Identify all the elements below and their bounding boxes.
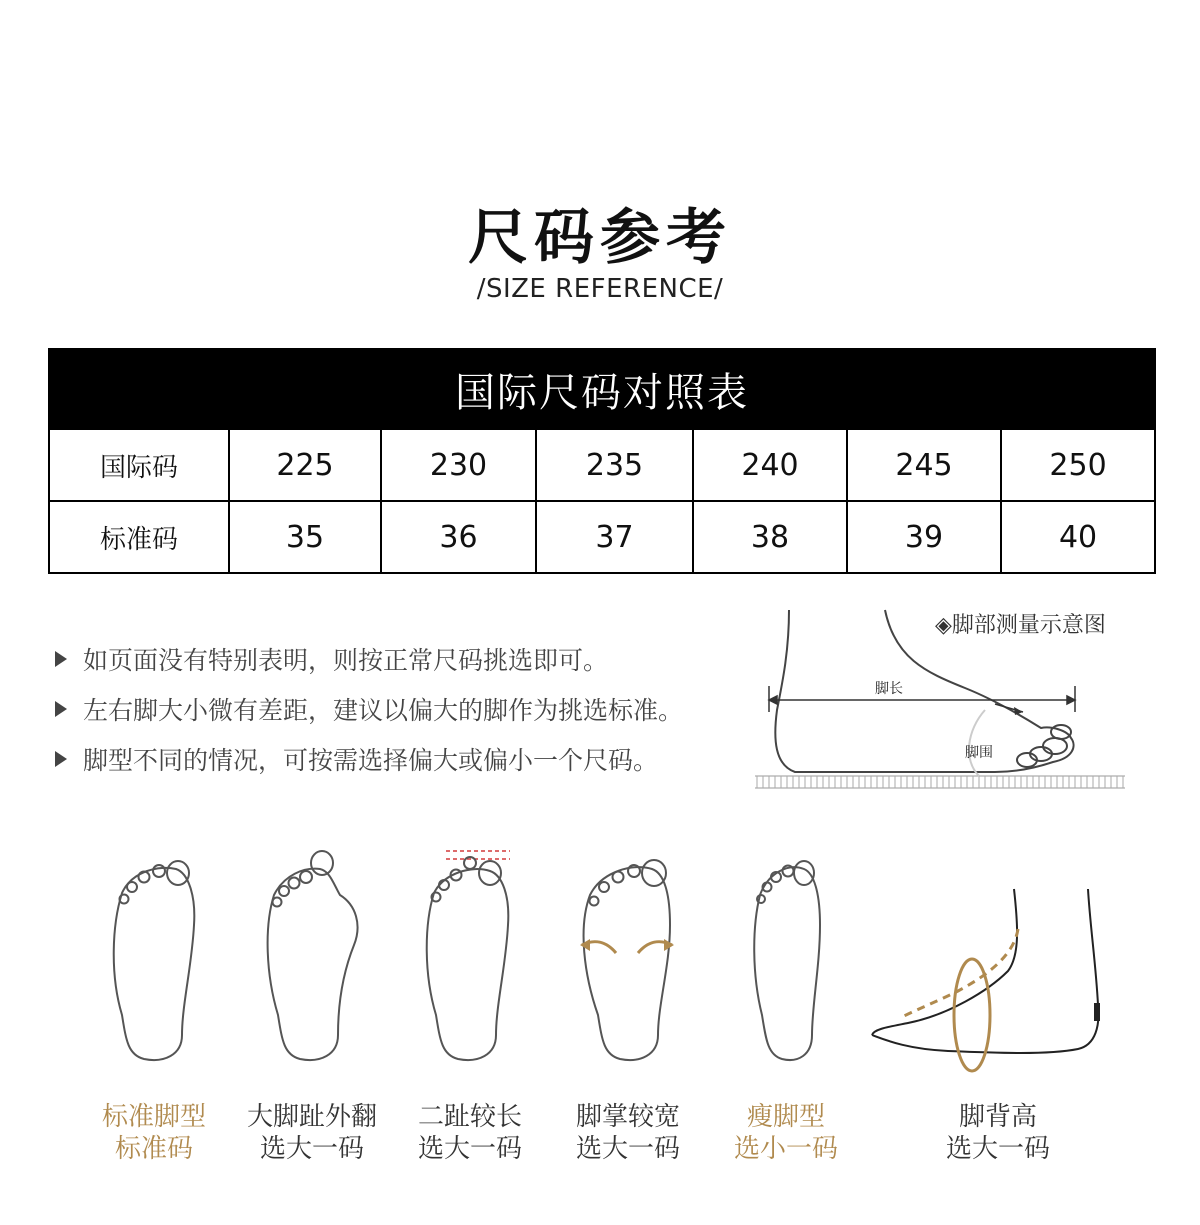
- row-label-standard: 标准码: [49, 501, 229, 573]
- page-title: 尺码参考: [468, 203, 732, 273]
- table-cell: 240: [693, 429, 847, 501]
- foot-measure-diagram: [755, 600, 1145, 800]
- foot-type-long-second-toe: [380, 845, 560, 1185]
- table-cell: 36: [381, 501, 536, 573]
- bunion-foot-icon: [222, 845, 402, 1085]
- triangle-bullet-icon: [55, 701, 67, 717]
- table-row: [49, 501, 1155, 573]
- foot-type-standard: [64, 845, 244, 1185]
- foot-type-thin: [696, 845, 876, 1185]
- caption-line1: 二趾较长: [417, 1102, 522, 1132]
- caption-line1: 脚掌较宽: [575, 1102, 680, 1132]
- table-cell: 230: [381, 429, 536, 501]
- diagram-title: ◈脚部测量示意图: [935, 613, 1106, 638]
- caption-line2: 选大一码: [259, 1134, 364, 1164]
- list-item: [55, 634, 745, 684]
- caption-line2: 选大一码: [417, 1134, 522, 1164]
- high-instep-foot-icon: [868, 845, 1128, 1085]
- foot-length-label: 脚长: [875, 681, 903, 697]
- triangle-bullet-icon: [55, 751, 67, 767]
- caption-line1: 脚背高: [958, 1102, 1037, 1132]
- table-cell: 250: [1001, 429, 1155, 501]
- foot-types-row: [0, 845, 1200, 1225]
- row-label-international: 国际码: [49, 429, 229, 501]
- foot-type-caption: [868, 1101, 1128, 1165]
- tip-text: 如页面没有特别表明，则按正常尺码挑选即可。: [83, 646, 609, 675]
- foot-type-caption: [380, 1101, 560, 1165]
- page-subtitle: /SIZE REFERENCE/: [476, 274, 724, 304]
- table-row: [49, 429, 1155, 501]
- triangle-bullet-icon: [55, 651, 67, 667]
- caption-line2: 选大一码: [575, 1134, 680, 1164]
- tip-text: 左右脚大小微有差距，建议以偏大的脚作为挑选标准。: [83, 696, 684, 725]
- foot-type-wide-forefoot: [538, 845, 718, 1185]
- table-cell: 37: [536, 501, 693, 573]
- caption-line2: 选大一码: [945, 1134, 1050, 1164]
- foot-type-high-instep: [868, 845, 1128, 1185]
- foot-type-caption: [696, 1101, 876, 1165]
- table-cell: 40: [1001, 501, 1155, 573]
- table-cell: 245: [847, 429, 1001, 501]
- table-cell: 39: [847, 501, 1001, 573]
- standard-foot-icon: [64, 845, 244, 1085]
- caption-line2: 选小一码: [733, 1134, 838, 1164]
- table-cell: 235: [536, 429, 693, 501]
- foot-type-bunion: [222, 845, 402, 1185]
- table-cell: 38: [693, 501, 847, 573]
- foot-girth-label: 脚围: [965, 745, 993, 761]
- caption-line1: 瘦脚型: [746, 1102, 825, 1132]
- foot-type-caption: [222, 1101, 402, 1165]
- caption-line1: 大脚趾外翻: [246, 1102, 377, 1132]
- long-second-toe-foot-icon: [380, 845, 560, 1085]
- list-item: [55, 684, 745, 734]
- size-conversion-table: [48, 348, 1156, 574]
- tips-list: [55, 634, 745, 784]
- wide-forefoot-icon: [538, 845, 718, 1085]
- tip-text: 脚型不同的情况，可按需选择偏大或偏小一个尺码。: [83, 746, 659, 775]
- size-table-heading: 国际尺码对照表: [49, 349, 1155, 429]
- foot-type-caption: [538, 1101, 718, 1165]
- table-cell: 225: [229, 429, 381, 501]
- list-item: [55, 734, 745, 784]
- caption-line2: 标准码: [114, 1134, 193, 1164]
- foot-type-caption: [64, 1101, 244, 1165]
- caption-line1: 标准脚型: [101, 1102, 206, 1132]
- table-cell: 35: [229, 501, 381, 573]
- thin-foot-icon: [696, 845, 876, 1085]
